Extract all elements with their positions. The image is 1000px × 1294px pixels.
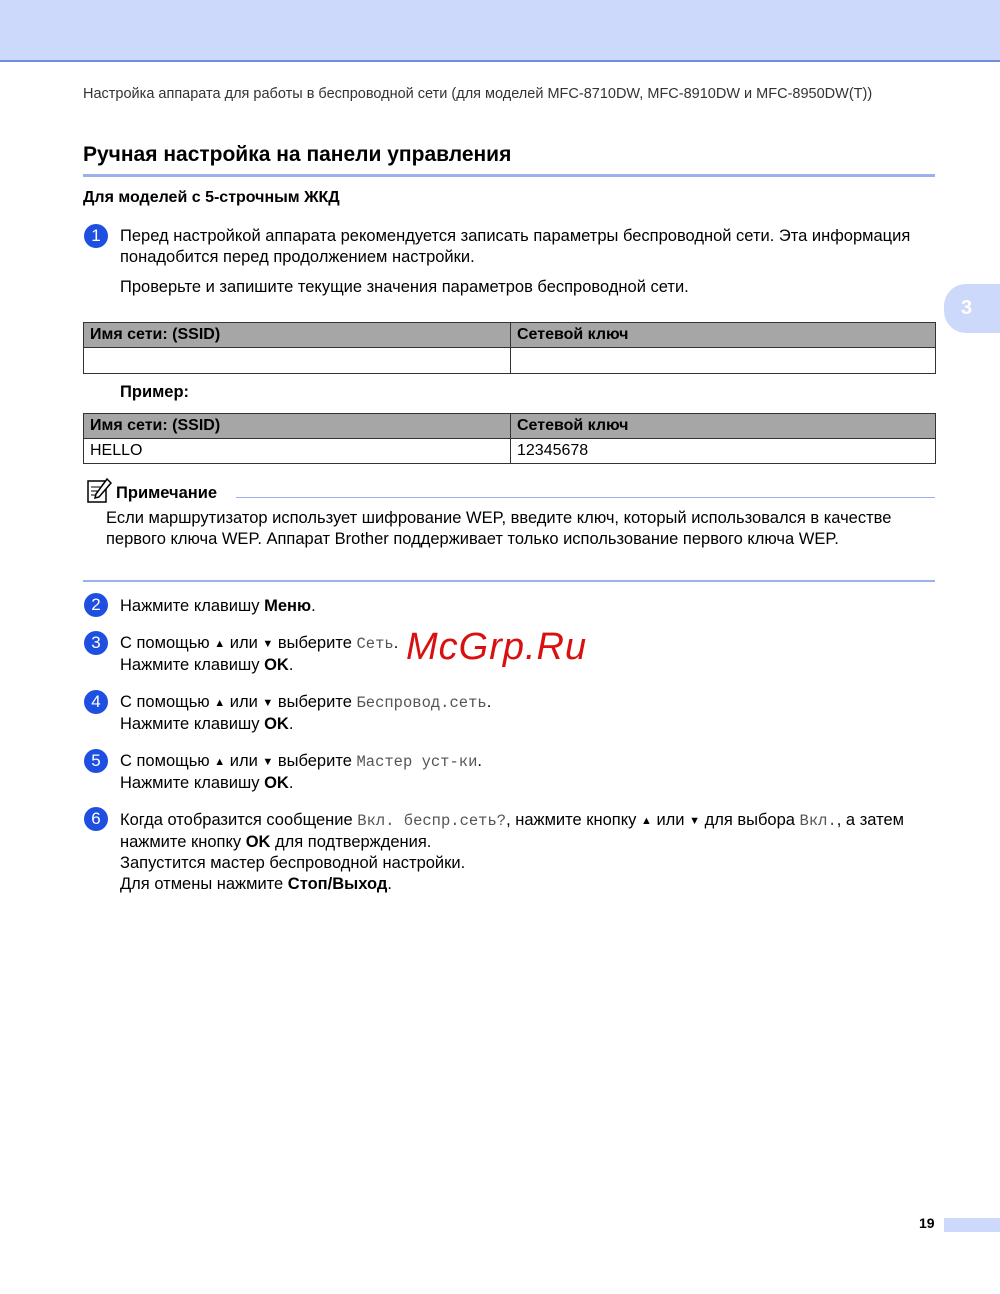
lcd-option-setup-wizard: Мастер уст-ки: [356, 753, 478, 771]
step-4-pre: С помощью: [120, 693, 215, 711]
step-3-post: .: [393, 634, 399, 652]
step-5-pre: С помощью: [120, 752, 215, 770]
ok-key-label: OK: [264, 656, 289, 674]
step-6-line3: Запустится мастер беспроводной настройки.: [120, 854, 466, 872]
step-3-pre: С помощью: [120, 634, 215, 652]
step-6-t3: для выбора: [699, 811, 800, 829]
step-6-t1: Когда отобразится сообщение: [120, 811, 358, 829]
step-4-choose: выберите: [273, 693, 357, 711]
down-arrow-icon: ▼: [689, 815, 700, 827]
ok-key-label: OK: [264, 715, 289, 733]
step-5-text: [120, 751, 935, 794]
step-3-choose: выберите: [273, 634, 357, 652]
ssid-cell: [84, 348, 511, 374]
step-3-press: Нажмите клавишу: [120, 656, 265, 674]
ok-key-label: OK: [245, 833, 271, 851]
subsection-title: Для моделей с 5-строчным ЖКД: [83, 189, 340, 206]
step-6-t4: , а затем нажмите кнопку: [120, 811, 904, 851]
down-arrow-icon: ▼: [262, 638, 274, 650]
ssid-value: HELLO: [84, 439, 511, 464]
step-6-badge: 6: [84, 807, 108, 831]
step-6-line4-post: .: [387, 875, 392, 893]
step-6-t2: , нажмите кнопку: [506, 811, 641, 829]
ok-key-label: OK: [264, 774, 289, 792]
watermark: McGrp.Ru: [406, 626, 588, 668]
step-6-line4-pre: Для отмены нажмите: [120, 875, 288, 893]
step-5-end: .: [288, 774, 294, 792]
title-divider: [83, 174, 935, 177]
note-pencil-icon: [85, 477, 113, 505]
step-4-end: .: [288, 715, 294, 733]
step-4-press: Нажмите клавишу: [120, 715, 265, 733]
step-5-badge: 5: [84, 749, 108, 773]
network-key-header: Сетевой ключ: [511, 323, 936, 348]
note-divider: [236, 497, 935, 498]
lcd-message-wireless-on: Вкл. беспр.сеть?: [357, 812, 507, 830]
step-4-or: или: [225, 693, 263, 711]
down-arrow-icon: ▼: [262, 756, 274, 768]
step-3-end: .: [288, 656, 294, 674]
example-label: Пример:: [120, 383, 190, 401]
section-title: Ручная настройка на панели управления: [83, 143, 512, 166]
step-4-badge: 4: [84, 690, 108, 714]
step-5-post: .: [477, 752, 482, 770]
network-key-header: Сетевой ключ: [511, 414, 936, 439]
step-2-badge: 2: [84, 593, 108, 617]
up-arrow-icon: ▲: [214, 756, 226, 768]
down-arrow-icon: ▼: [262, 697, 274, 709]
table-row: [84, 348, 936, 374]
menu-key-label: Меню: [264, 597, 312, 615]
step-4-post: .: [486, 693, 492, 711]
up-arrow-icon: ▲: [640, 815, 652, 827]
note-bottom-divider: [83, 580, 935, 582]
ssid-record-table: [83, 322, 936, 374]
top-banner: [0, 0, 1000, 62]
note-text: Если маршрутизатор использует шифрование WEP, введите ключ, который использовался в качестве первого ключа WEP. Аппарат Brother поддерживает только использование первого ключа WEP.: [106, 509, 892, 548]
step-5-choose: выберите: [273, 752, 357, 770]
network-key-cell: [511, 348, 936, 374]
ssid-header: Имя сети: (SSID): [84, 414, 511, 439]
step-6-text: [120, 810, 935, 895]
step-2-post: .: [311, 597, 316, 615]
page-number: 19: [919, 1215, 935, 1231]
up-arrow-icon: ▲: [214, 638, 226, 650]
running-head: Настройка аппарата для работы в беспроводной сети (для моделей MFC-8710DW, MFC-8910DW и MFC-8950DW(T)): [83, 86, 873, 102]
chapter-tab: 3: [944, 284, 1000, 333]
lcd-option-wireless: Беспровод.сеть: [356, 694, 487, 712]
step-5-press: Нажмите клавишу: [120, 774, 265, 792]
up-arrow-icon: ▲: [214, 697, 226, 709]
table-header-row: [84, 414, 936, 439]
step-5-or: или: [225, 752, 263, 770]
step-1-instruction: Проверьте и запишите текущие значения параметров беспроводной сети.: [120, 278, 689, 296]
step-6-or: или: [651, 811, 690, 829]
network-key-value: 12345678: [511, 439, 936, 464]
step-2-text: [120, 596, 935, 617]
lcd-option-on: Вкл.: [799, 812, 837, 830]
lcd-option-network: Сеть: [356, 635, 394, 653]
page-footer-bar: [944, 1218, 1000, 1232]
step-2-pre: Нажмите клавишу: [120, 597, 265, 615]
stop-exit-key-label: Стоп/Выход: [287, 875, 388, 893]
table-row: [84, 439, 936, 464]
ssid-header: Имя сети: (SSID): [84, 323, 511, 348]
step-6-t5: для подтверждения.: [270, 833, 432, 851]
step-3-badge: 3: [84, 631, 108, 655]
step-4-text: [120, 692, 935, 735]
step-1-text: Перед настройкой аппарата рекомендуется записать параметры беспроводной сети. Эта информация понадобится перед продолжением настройки.: [120, 227, 911, 266]
note-title: Примечание: [116, 484, 218, 502]
table-header-row: [84, 323, 936, 348]
step-1-badge: 1: [84, 224, 108, 248]
step-3-or: или: [225, 634, 263, 652]
example-table: [83, 413, 936, 464]
